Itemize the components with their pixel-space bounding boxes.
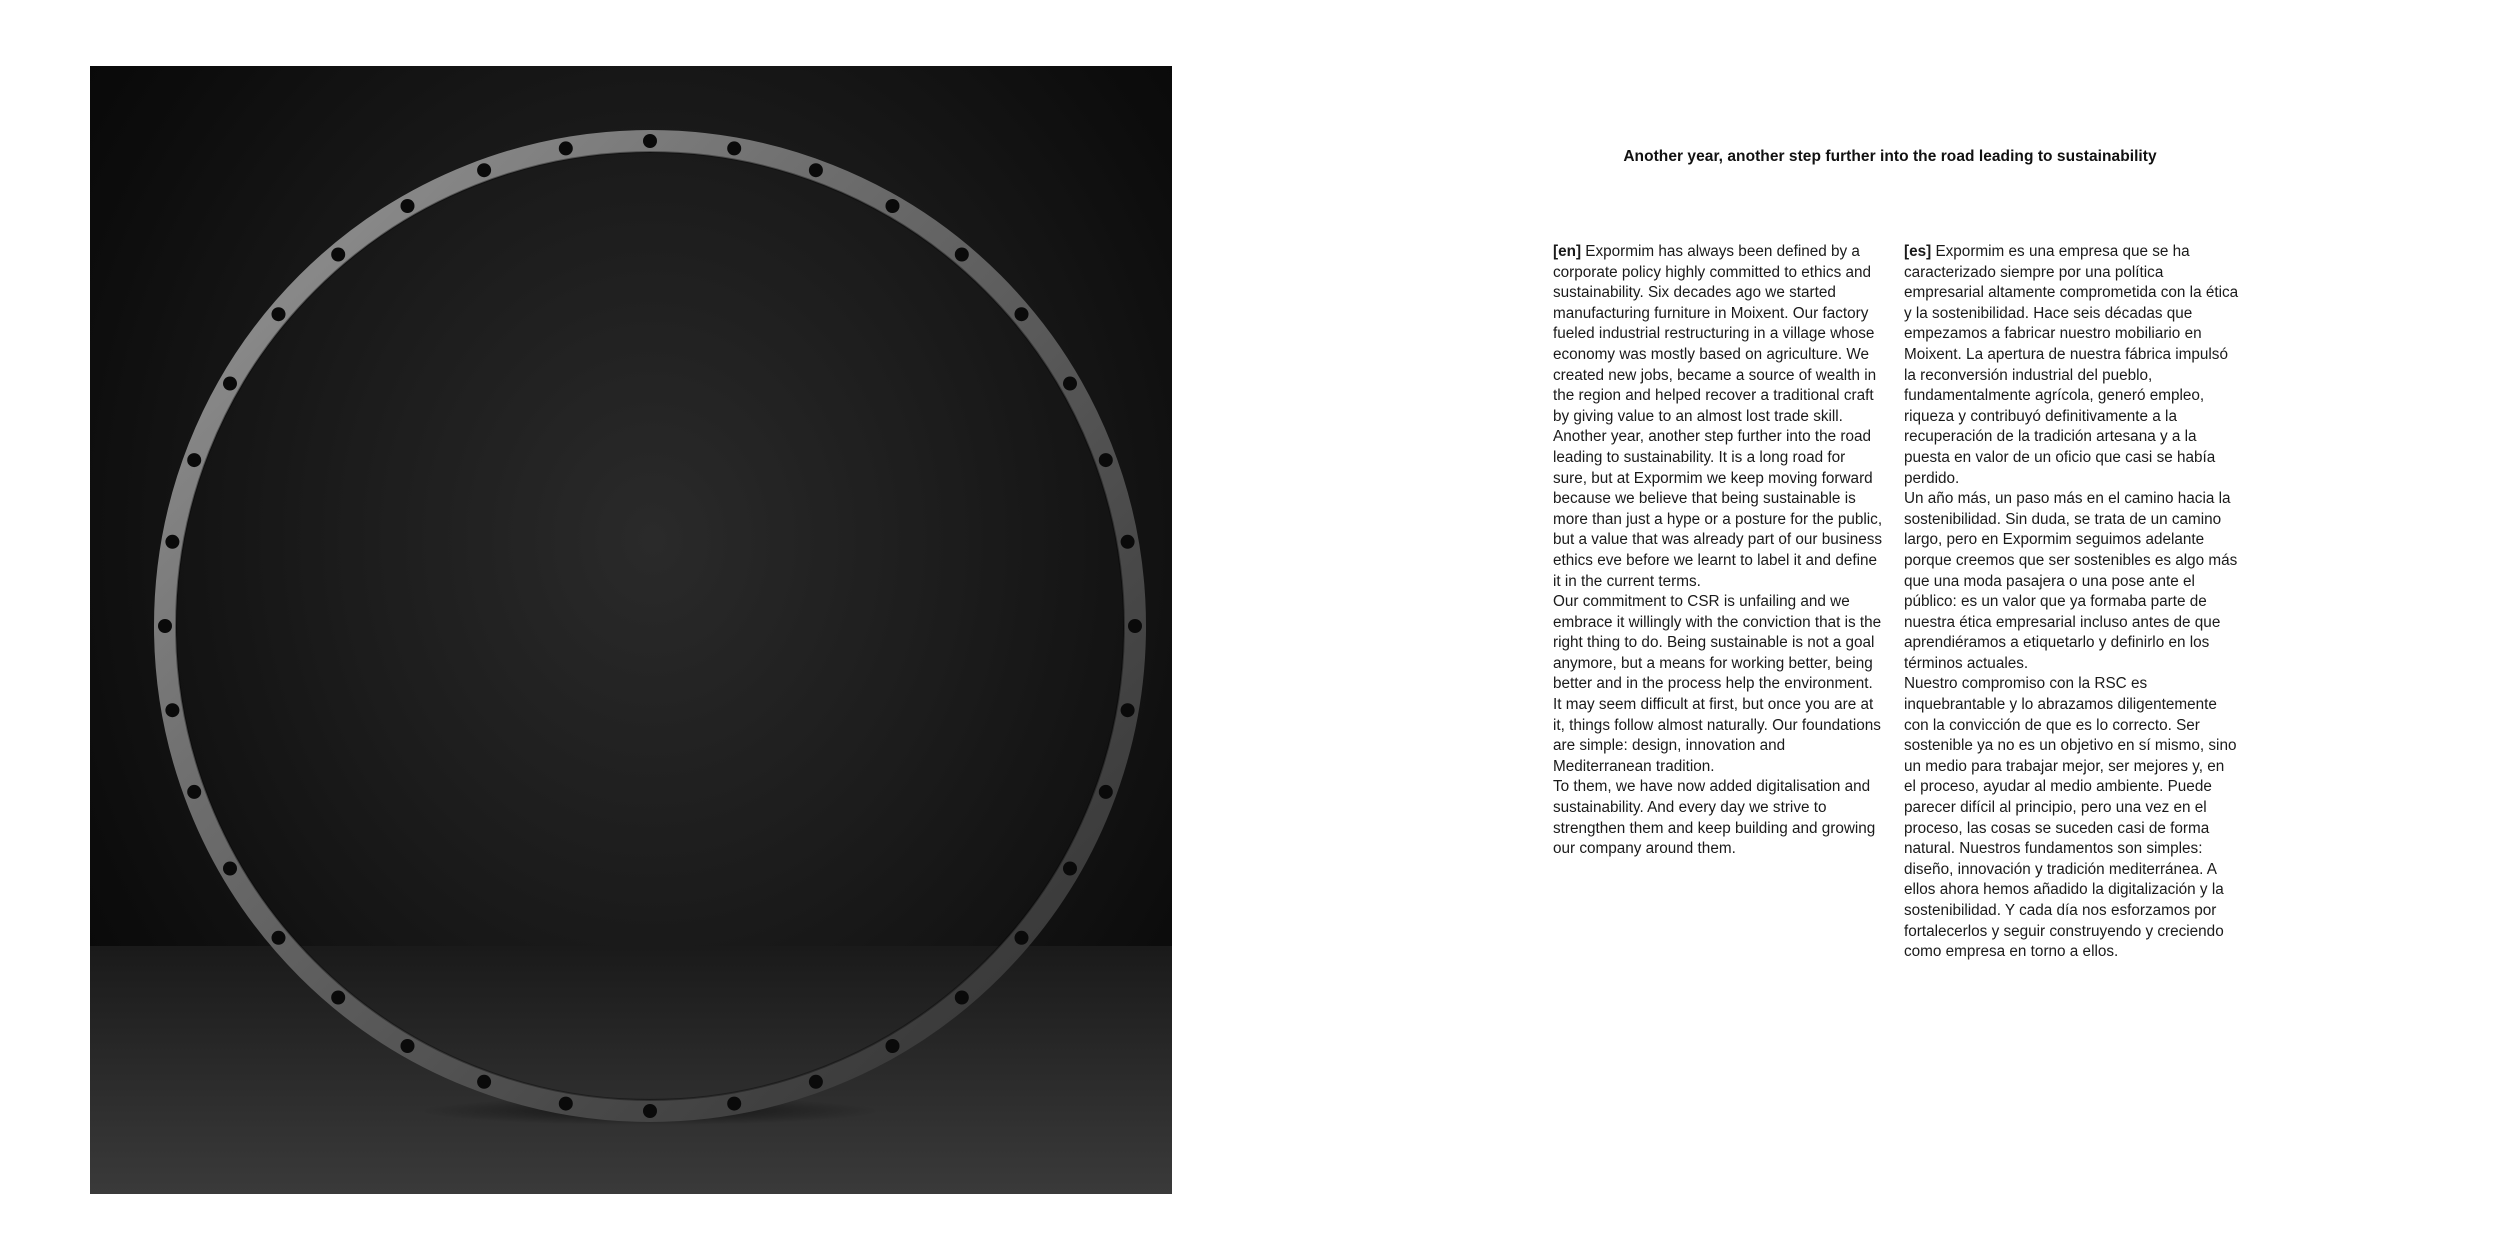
ring-hole [272,931,286,945]
ring-hole [809,163,823,177]
ring-hole [955,248,969,262]
ring-hole [187,453,201,467]
ring-hole [1015,931,1029,945]
ring-hole [809,1075,823,1089]
ring-illustration [90,66,1172,1194]
english-paragraph: To them, we have now added digitalisation and sustainability. And every day we strive to strengthen them and keep building and growing our company around them. [1553,778,1876,858]
spanish-paragraph: Un año más, un paso más en el camino hacia la sostenibilidad. Sin duda, se trata de un camino largo, pero en Expormim seguimos adelante porque creemos que ser sostenibles es algo más que una moda pasajera o una pose ante el público: es un valor que ya formaba parte de nuestra ética empresarial incluso antes de que aprendiéramos a etiquetarlo y definirlo en los términos actuales. [1904,490,2238,672]
ring-hole [272,307,286,321]
ring-hole [643,134,657,148]
ring-hole [1121,535,1135,549]
ring-hole [165,703,179,717]
ring-hole [559,141,573,155]
ring-hole [1063,377,1077,391]
ring-hole [955,991,969,1005]
ring-hole [187,785,201,799]
language-tag-es: [es] [1904,243,1932,260]
ring-hole [477,163,491,177]
english-paragraph-1-text: Expormim has always been defined by a corporate policy highly committed to ethics and sustainability. Six decades ago we started manufacturing furniture in Moixent. Our factory fueled industrial restructuring in a village whose economy was mostly based on agriculture. We created new jobs, became a source of wealth in the region and helped recover a traditional craft by giving value to an almost lost trade skill. [1553,243,1877,425]
ring-hole [1099,453,1113,467]
ring-hole [401,1039,415,1053]
ring-hole [727,141,741,155]
spanish-column [1904,242,2239,963]
english-paragraph: Another year, another step further into the road leading to sustainability. It is a long road for sure, but at Expormim we keep moving forward because we believe that being sustainable is more than just a hype or a posture for the public, but a value that was already part of our business ethics eve before we learnt to label it and define it in the current terms. [1553,428,1883,590]
ring-photograph [90,66,1172,1194]
ring-hole [1015,307,1029,321]
english-paragraph [1553,242,1883,427]
ring-hole [401,199,415,213]
ring-hole [158,619,172,633]
page-heading: Another year, another step further into the road leading to sustainability [1623,148,2157,165]
ring-hole [1121,703,1135,717]
ring-hole [223,377,237,391]
ring-hole [1063,862,1077,876]
ring-hole [1099,785,1113,799]
ring-hole [643,1104,657,1118]
ring-hole [223,862,237,876]
language-tag-en: [en] [1553,243,1582,260]
ring-hole [1128,619,1142,633]
spanish-paragraph-1-text: Expormim es una empresa que se ha caracterizado siempre por una política empresarial altamente comprometida con la ética y la sostenibilidad. Hace seis décadas que empezamos a fabricar nuestro mobiliario en Moixent. La apertura de nuestra fábrica impulsó la reconversión industrial del pueblo, fundamentalmente agrícola, generó empleo, riqueza y contribuyó definitivamente a la recuperación de la tradición artesana y a la puesta en valor de un oficio que casi se había perdido. [1904,243,2239,487]
english-paragraph: Our commitment to CSR is unfailing and we embrace it willingly with the conviction that is the right thing to do. Being sustainable is not a goal anymore, but a means for working better, being better and in the process help the environment. It may seem difficult at first, but once you are at it, things follow almost naturally. Our foundations are simple: design, innovation and Mediterranean tradition. [1553,593,1882,775]
english-column [1553,242,1883,860]
ring-hole [559,1097,573,1111]
floor-surface [90,946,1172,1194]
ring-hole [331,248,345,262]
ring-hole [886,1039,900,1053]
ring-hole [331,991,345,1005]
ring-hole [727,1097,741,1111]
spanish-paragraph: Nuestro compromiso con la RSC es inquebrantable y lo abrazamos diligentemente con la convicción de que es lo correcto. Ser sostenible ya no es un objetivo en sí mismo, sino un medio para trabajar mejor, ser mejores y, en el proceso, ayudar al medio ambiente. Puede parecer difícil al principio, pero una vez en el proceso, las cosas se suceden casi de forma natural. Nuestros fundamentos son simples: diseño, innovación y tradición mediterránea. A ellos ahora hemos añadido la digitalización y la sostenibilidad. Y cada día nos esforzamos por fortalecerlos y seguir construyendo y creciendo como empresa en torno a ellos. [1904,675,2237,961]
spanish-paragraph [1904,242,2239,489]
ring-hole [886,199,900,213]
ring-hole [477,1075,491,1089]
ring-hole [165,535,179,549]
